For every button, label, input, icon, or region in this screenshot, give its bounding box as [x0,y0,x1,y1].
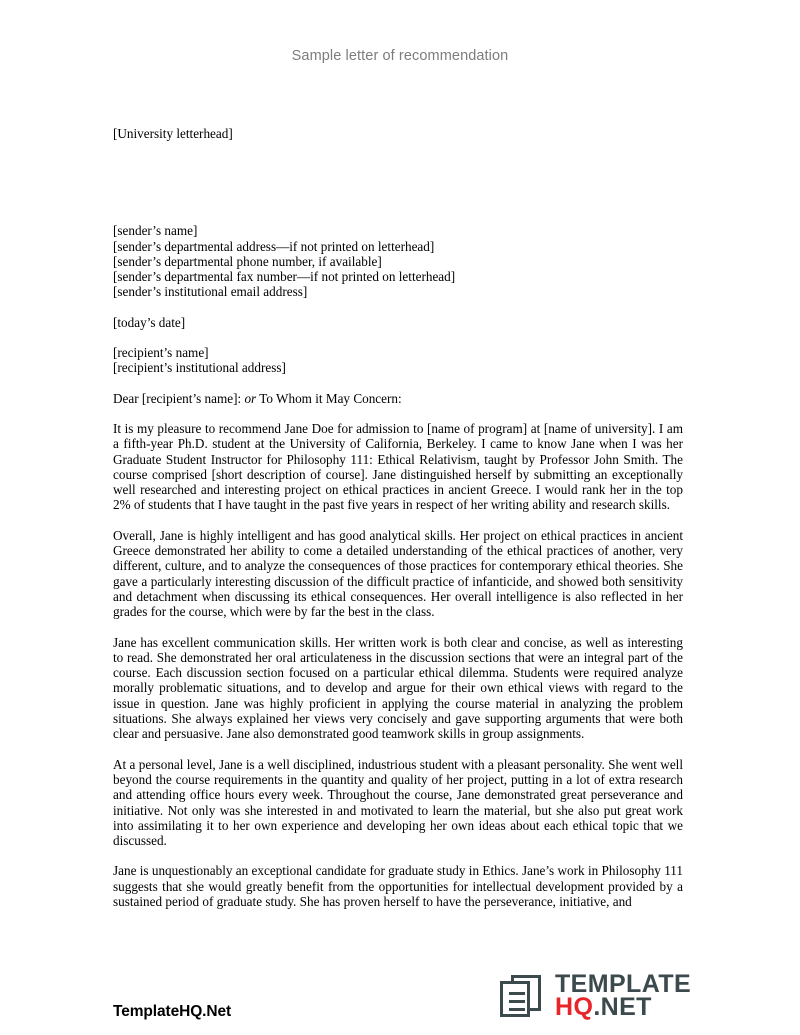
sender-name: [sender’s name] [113,223,198,239]
date-placeholder: [today’s date] [113,314,186,330]
salutation-line [113,391,683,406]
logo-wordmark [555,969,692,1021]
documents-icon-rule [509,992,525,995]
spacer-after-letterhead [113,141,683,223]
spacer-before-salutation [113,376,683,391]
logo-line-template: TEMPLATE [555,969,692,998]
body-paragraph: It is my pleasure to recommend Jane Doe for admission to [name of program] at [name of university]. I am a fifth-year Ph.D. student at the University of California, Berkeley. I came to know Jane when I was her Graduate Student Instructor for Philosophy 111: Ethical Relativism, taught by Professor John Smith. The course comprised [short description of course]. Jane distinguished herself by submitting an exceptionally well researched and interesting project on ethical practices in ancient Greece. I would rank her in the top 2% of students that I have taught in the past five years in respect of her writing ability and research skills. [113,420,683,513]
recipient-name: [recipient’s name] [113,345,209,361]
logo-line-hq-net [555,993,691,1021]
body-paragraph: Jane is unquestionably an exceptional candidate for graduate study in Ethics. Jane’s work in Philosophy 111 suggests that she would greatly benefit from the opportunities for intellectual development provided by a sustained period of graduate study. She has proven herself to have the perseverance, initiative, and [113,863,683,909]
documents-icon-rule [509,1000,525,1003]
spacer-before-date [113,300,683,315]
page-title: Sample letter of recommendation [291,48,509,64]
recipient-block [113,345,683,376]
templatehq-logo [498,971,691,1021]
logo-hq: HQ [555,993,594,1021]
documents-icon-front-sheet [500,981,530,1017]
letterhead-placeholder: [University letterhead] [113,126,233,141]
body-paragraph: Overall, Jane is highly intelligent and has good analytical skills. Her project on ethical practices in ancient Greece demonstrated her ability to come a detailed understanding of the ethical practices of another, very different, culture, and to analyze the consequences of those practices for contemporary ethical theories. She gave a particularly interesting discussion of the difficult practice of infanticide, and showed both sensitivity and detachment when discussing its ethical consequences. Her overall intelligence is also reflected in her grades for the course, which were by far the best in the class. [113,527,683,620]
spacer-before-recipient [113,330,683,345]
sender-block [113,223,683,299]
recipient-address: [recipient’s institutional address] [113,360,286,376]
salutation-after: To Whom it May Concern: [256,390,402,406]
logo-net: .NET [593,993,652,1021]
documents-icon-rule [509,1008,525,1011]
documents-icon [498,973,548,1019]
footer-brand-text: TemplateHQ.Net [113,1003,232,1020]
body-paragraph: Jane has excellent communication skills. Her written work is both clear and concise, as well as interesting to read. She demonstrated her oral articulateness in the discussion sections that were an integral part of the course. Each discussion section focused on a particular ethical dilemma. Students were required analyze morally problematic situations, and to develop and argue for their own ethical views with regard to the issue in question. Jane was highly proficient in applying the course material in analyzing the problem situations. She always explained her views very concisely and gave supporting arguments that were both clear and persuasive. Jane also demonstrated good teamwork skills in group assignments. [113,634,683,742]
body-paragraph: At a personal level, Jane is a well disciplined, industrious student with a pleasant personality. She went well beyond the course requirements in the quantity and quality of her project, putting in a lot of extra research and attending office hours every week. Throughout the course, Jane demonstrated great perseverance and initiative. Not only was she interested in and motivated to learn the material, but she also put great work into assimilating it to her own experience and developing her own ideas about each ethical topic that we discussed. [113,756,683,849]
sender-phone: [sender’s departmental phone number, if available] [113,253,382,269]
sender-email: [sender’s institutional email address] [113,284,308,300]
sender-address: [sender’s departmental address—if not printed on letterhead] [113,238,435,254]
sender-fax: [sender’s departmental fax number—if not printed on letterhead] [113,269,456,285]
salutation-before: Dear [recipient’s name]: [113,390,245,406]
salutation-or: or [244,390,257,406]
letter-body [113,126,683,909]
